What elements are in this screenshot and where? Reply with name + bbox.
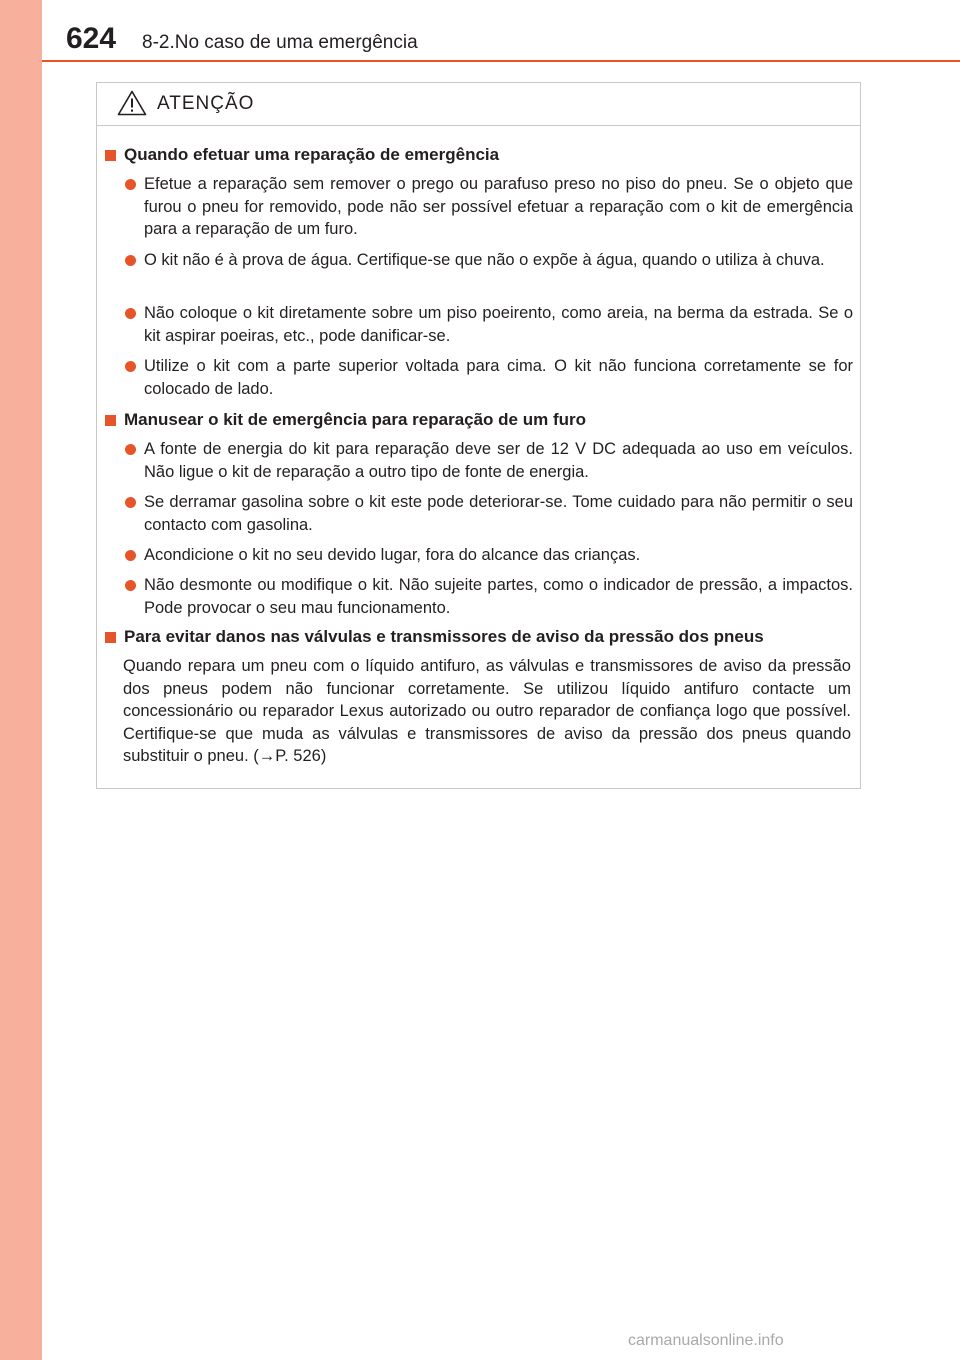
watermark: carmanualsonline.info xyxy=(628,1332,784,1349)
section-heading-text: Manusear o kit de emergência para reparação de um furo xyxy=(124,410,586,429)
list-item-text: Efetue a reparação sem remover o prego ou parafuso preso no piso do pneu. Se o objeto que furou o pneu for removido, pode não ser possível efetuar a reparação com o kit de emergência para a reparação de um furo. xyxy=(144,175,853,238)
list-item-text: O kit não é à prova de água. Certifique-se que não o expõe à água, quando o utiliza à chuva. xyxy=(144,251,825,269)
round-bullet-icon xyxy=(125,179,136,190)
header-divider xyxy=(42,60,960,62)
square-bullet-icon xyxy=(105,150,116,161)
list-item xyxy=(125,544,853,567)
list-item xyxy=(125,355,853,400)
round-bullet-icon xyxy=(125,255,136,266)
list-item-text: Não desmonte ou modifique o kit. Não sujeite partes, como o indicador de pressão, a impactos. Pode provocar o seu mau funcionamento. xyxy=(144,576,853,617)
section-heading xyxy=(105,145,499,165)
list-item-text: Utilize o kit com a parte superior voltada para cima. O kit não funciona corretamente se for colocado de lado. xyxy=(144,357,853,398)
section-heading xyxy=(105,627,764,647)
side-color-strip xyxy=(0,0,42,1360)
list-item xyxy=(125,574,853,619)
list-item xyxy=(125,438,853,483)
list-item xyxy=(125,491,853,536)
round-bullet-icon xyxy=(125,497,136,508)
section-heading-text: Para evitar danos nas válvulas e transmissores de aviso da pressão dos pneus xyxy=(124,627,764,646)
section-title: 8-2.No caso de uma emergência xyxy=(142,32,418,53)
round-bullet-icon xyxy=(125,308,136,319)
square-bullet-icon xyxy=(105,415,116,426)
warning-box xyxy=(96,82,861,789)
warning-triangle-icon xyxy=(117,90,147,116)
square-bullet-icon xyxy=(105,632,116,643)
list-item xyxy=(125,249,853,272)
section-paragraph: Quando repara um pneu com o líquido antifuro, as válvulas e transmissores de aviso da pressão dos pneus podem não funcionar corretamente. Se utilizou líquido antifuro contacte um concessionário ou reparador Lexus autorizado ou outro reparador de confiança logo que possível. Certifique-se que muda as válvulas e transmissores de aviso da pressão dos pneus quando substituir o pneu. (→P. 526) xyxy=(123,657,851,765)
list-item-text: A fonte de energia do kit para reparação deve ser de 12 V DC adequada ao uso em veículos. Não ligue o kit de reparação a outro tipo de fonte de energia. xyxy=(144,440,853,481)
round-bullet-icon xyxy=(125,444,136,455)
round-bullet-icon xyxy=(125,550,136,561)
list-item-text: Acondicione o kit no seu devido lugar, fora do alcance das crianças. xyxy=(144,546,641,564)
warning-header xyxy=(97,83,860,126)
page-header xyxy=(42,0,960,68)
warning-title: ATENÇÃO xyxy=(157,93,255,114)
list-item-text: Não coloque o kit diretamente sobre um piso poeirento, como areia, na berma da estrada. Se o kit aspirar poeiras, etc., pode danificar-se. xyxy=(144,304,853,345)
section-heading-text: Quando efetuar uma reparação de emergência xyxy=(124,145,500,164)
list-item-text: Se derramar gasolina sobre o kit este pode deteriorar-se. Tome cuidado para não permitir o seu contacto com gasolina. xyxy=(144,493,853,534)
list-item xyxy=(125,302,853,347)
page-number: 624 xyxy=(66,22,117,55)
round-bullet-icon xyxy=(125,580,136,591)
section-heading xyxy=(105,410,586,430)
list-item xyxy=(125,173,853,241)
round-bullet-icon xyxy=(125,361,136,372)
